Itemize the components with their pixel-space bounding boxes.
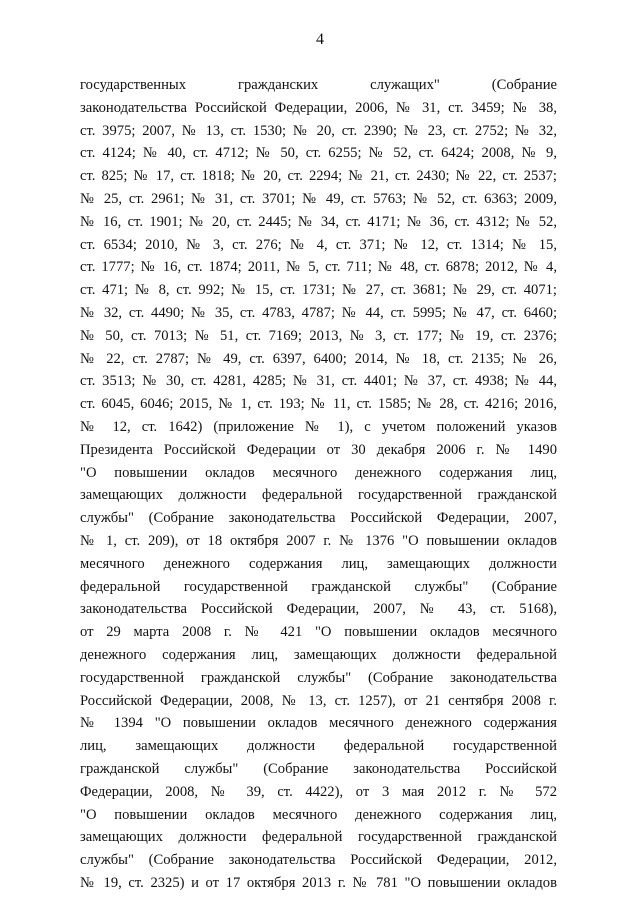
text-line: ст. 471; № 8, ст. 992; № 15, ст. 1731; № 27, ст. 3681; № 29, ст. 4071;	[80, 282, 557, 299]
text-line: Российской Федерации, 2008, № 13, ст. 1257), от 21 сентября 2008 г.	[80, 692, 557, 709]
text-line: службы" (Собрание законодательства Российской Федерации, 2012,	[80, 852, 557, 869]
text-line: Федерации, 2008, № 39, ст. 4422), от 3 мая 2012 г. № 572	[80, 783, 557, 800]
page-number: 4	[316, 31, 324, 48]
text-line: № 22, ст. 2787; № 49, ст. 6397, 6400; 2014, № 18, ст. 2135; № 26,	[80, 350, 557, 367]
text-line: "О повышении окладов месячного денежного содержания лиц,	[80, 464, 557, 481]
text-line: от 29 марта 2008 г. № 421 "О повышении окладов месячного	[80, 624, 557, 641]
text-line: ст. 4124; № 40, ст. 4712; № 50, ст. 6255; № 52, ст. 6424; 2008, № 9,	[80, 145, 557, 162]
text-line: № 1, ст. 209), от 18 октября 2007 г. № 1376 "О повышении окладов	[80, 532, 557, 549]
text-line: законодательства Российской Федерации, 2007, № 43, ст. 5168),	[80, 601, 557, 618]
text-line: государственных гражданских служащих" (Собрание	[80, 77, 557, 93]
text-line: ст. 825; № 17, ст. 1818; № 20, ст. 2294; № 21, ст. 2430; № 22, ст. 2537;	[80, 168, 557, 185]
text-line: гражданской службы" (Собрание законодательства Российской	[80, 760, 557, 777]
text-line: "О повышении окладов месячного денежного содержания лиц,	[80, 806, 557, 823]
text-line: ст. 3513; № 30, ст. 4281, 4285; № 31, ст. 4401; № 37, ст. 4938; № 44,	[80, 373, 557, 390]
text-line: Президента Российской Федерации от 30 декабря 2006 г. № 1490	[80, 441, 557, 458]
body-paragraph	[80, 74, 557, 895]
text-line: № 50, ст. 7013; № 51, ст. 7169; 2013, № 3, ст. 177; № 19, ст. 2376;	[80, 327, 557, 344]
text-line: месячного денежного содержания лиц, замещающих должности	[80, 555, 557, 572]
text-line: федеральной государственной гражданской службы" (Собрание	[80, 578, 557, 595]
text-line: ст. 3975; 2007, № 13, ст. 1530; № 20, ст. 2390; № 23, ст. 2752; № 32,	[80, 122, 557, 139]
text-line: ст. 6045, 6046; 2015, № 1, ст. 193; № 11, ст. 1585; № 28, ст. 4216; 2016,	[80, 396, 557, 413]
text-line: лиц, замещающих должности федеральной государственной	[80, 738, 557, 755]
text-line: службы" (Собрание законодательства Российской Федерации, 2007,	[80, 510, 557, 527]
text-line: денежного содержания лиц, замещающих должности федеральной	[80, 646, 557, 663]
text-line: № 19, ст. 2325) и от 17 октября 2013 г. № 781 "О повышении окладов	[80, 874, 557, 891]
text-line: замещающих должности федеральной государственной гражданской	[80, 487, 557, 504]
text-line: № 32, ст. 4490; № 35, ст. 4783, 4787; № 44, ст. 5995; № 47, ст. 6460;	[80, 304, 557, 321]
text-line: ст. 1777; № 16, ст. 1874; 2011, № 5, ст. 711; № 48, ст. 6878; 2012, № 4,	[80, 259, 557, 276]
text-line: замещающих должности федеральной государственной гражданской	[80, 829, 557, 846]
text-line: № 25, ст. 2961; № 31, ст. 3701; № 49, ст. 5763; № 52, ст. 6363; 2009,	[80, 190, 557, 207]
text-line: законодательства Российской Федерации, 2006, № 31, ст. 3459; № 38,	[80, 99, 557, 116]
text-line: государственной гражданской службы" (Собрание законодательства	[80, 669, 557, 686]
text-line: № 1394 "О повышении окладов месячного денежного содержания	[80, 715, 557, 732]
text-line: № 16, ст. 1901; № 20, ст. 2445; № 34, ст. 4171; № 36, ст. 4312; № 52,	[80, 213, 557, 230]
text-line: № 12, ст. 1642) (приложение № 1), с учетом положений указов	[80, 418, 557, 435]
text-line: ст. 6534; 2010, № 3, ст. 276; № 4, ст. 371; № 12, ст. 1314; № 15,	[80, 236, 557, 253]
